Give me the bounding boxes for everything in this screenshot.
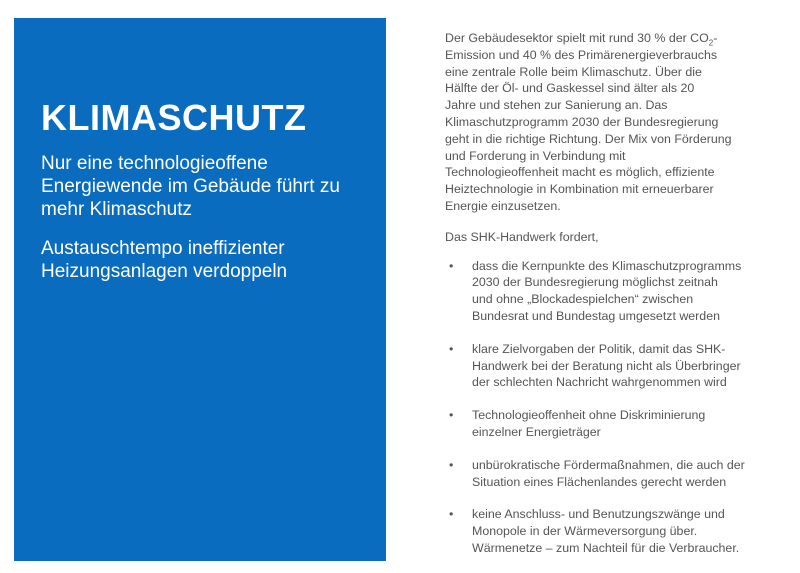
list-item-text: keine Anschluss- und Benutzungszwänge und Monopole in der Wärmeversorgung über. Wärmenetze – zum Nachteil für die Verbraucher. (472, 507, 740, 555)
intro-text-part-1: Der Gebäudesektor spielt mit rund 30 % der CO (445, 31, 709, 45)
body-text-column (445, 30, 775, 573)
list-item-text: unbürokratische Fördermaßnahmen, die auch der Situation eines Flächenlandes gerecht werden (472, 457, 745, 489)
list-item-text: klare Zielvorgaben der Politik, damit das SHK- Handwerk bei der Beratung nicht als Überbringer der schlechten Nachricht wahrgenommen wird (472, 341, 741, 390)
intro-paragraph (445, 30, 775, 215)
bullet-icon: • (449, 341, 454, 356)
title-panel (14, 18, 386, 561)
list-item (445, 341, 775, 391)
subtitle-technologieoffen: Nur eine technologieoffene Energiewende im Gebäude führt zu mehr Klimaschutz (41, 153, 340, 220)
bullet-icon: • (449, 507, 454, 522)
subtitle-austauschtempo: Austauschtempo ineffizienter Heizungsanlagen verdoppeln (41, 238, 288, 282)
list-item (445, 407, 775, 441)
bullet-icon: • (449, 258, 454, 273)
list-item-text: Technologieoffenheit ohne Diskriminierung einzelner Energieträger (472, 408, 706, 439)
demand-list (445, 258, 775, 557)
demand-intro: Das SHK-Handwerk fordert, (445, 229, 599, 244)
intro-text-part-2: - Emission und 40 % des Primärenergieverbrauchs eine zentrale Rolle beim Klimaschutz. Über die Hälfte der Öl- und Gaskessel sind älter als 20 Jahre und stehen zur Sanierung an. Das Klimaschutzprogramm 2030 der Bundesregierung geht in die richtige Richtung. Der Mix von Förderung und Forderung in Verbindung mit Technologieoffenheit macht es möglich, effiziente Heiztechnologie in Kombination mit erneuerbarer Energie einzusetzen. (445, 31, 732, 213)
bullet-icon: • (449, 457, 454, 472)
page-title: KLIMASCHUTZ (41, 97, 307, 138)
list-item (445, 258, 775, 325)
co2-subscript: 2 (708, 38, 714, 48)
bullet-icon: • (449, 408, 454, 423)
list-item (445, 506, 775, 556)
list-item-text: dass die Kernpunkte des Klimaschutzprogramms 2030 der Bundesregierung möglichst zeitnah und ohne „Blockadespielchen“ zwischen Bundesrat und Bundestag umgesetzt werden (472, 258, 742, 323)
list-item (445, 457, 775, 491)
